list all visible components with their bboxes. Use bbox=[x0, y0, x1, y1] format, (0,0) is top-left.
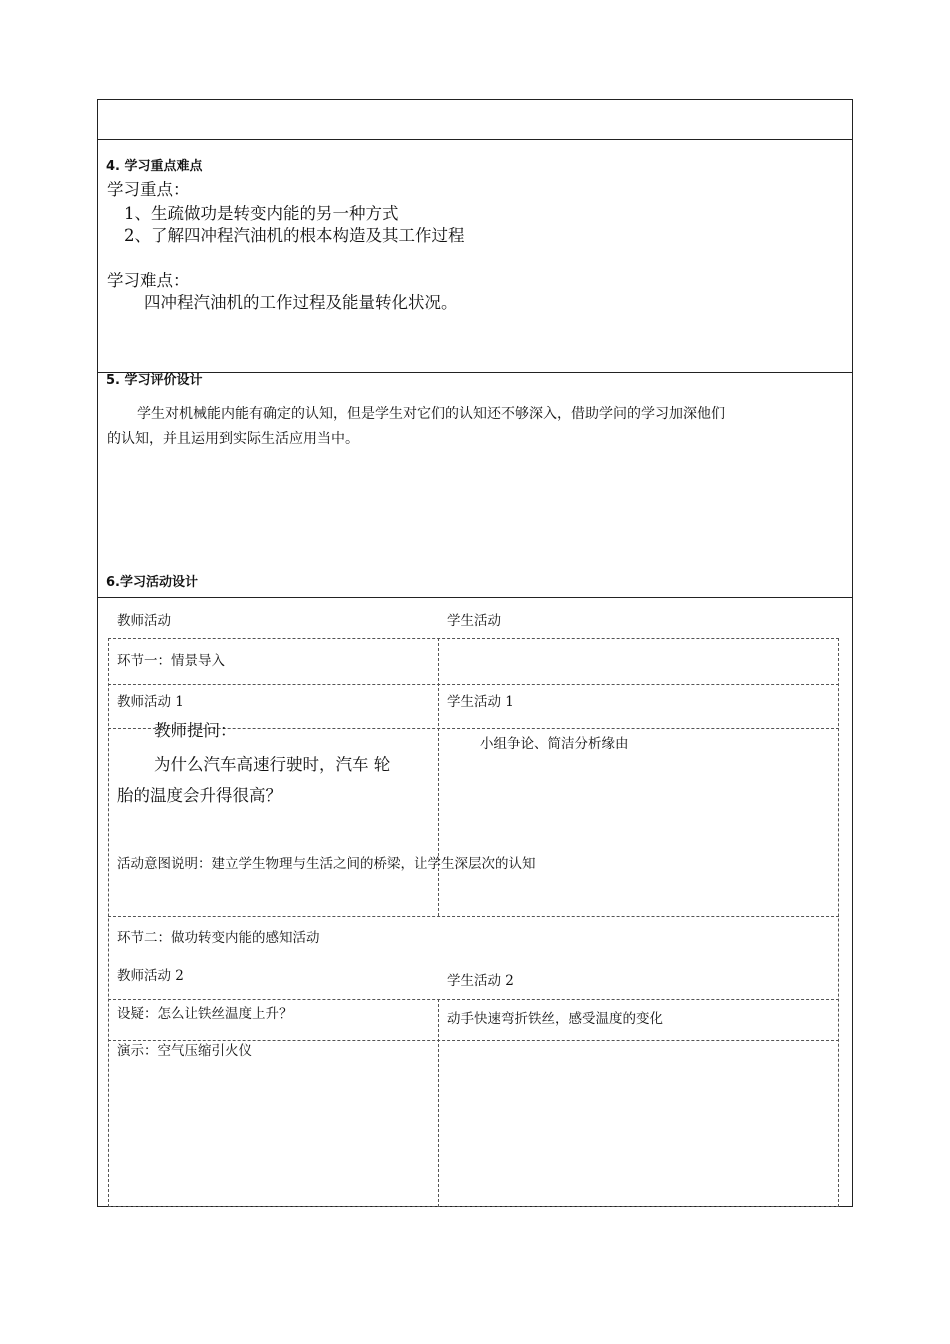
row-divider bbox=[97, 372, 853, 373]
stage2-teacher-demo: 演示：空气压缩引火仪 bbox=[117, 1043, 252, 1059]
dashed-row-divider bbox=[108, 999, 839, 1000]
difficulty-text: 四冲程汽油机的工作过程及能量转化状况。 bbox=[144, 293, 458, 312]
teacher-question-label: 教师提问： bbox=[154, 721, 237, 740]
teacher-question-line2: 胎的温度会升得很高？ bbox=[117, 786, 282, 805]
student-activity-header: 学生活动 bbox=[447, 613, 501, 629]
stage2-student-label: 学生活动 2 bbox=[447, 973, 514, 989]
teacher-activity-header: 教师活动 bbox=[117, 613, 171, 629]
stage2-teacher-question: 设疑：怎么让铁丝温度上升？ bbox=[117, 1006, 293, 1022]
key-point-item-1: 1、生疏做功是转变内能的另一种方式 bbox=[124, 204, 399, 223]
stage1-student-label: 学生活动 1 bbox=[447, 694, 514, 710]
dashed-row-divider bbox=[108, 916, 839, 917]
stage1-student-text: 小组争论、简洁分析缘由 bbox=[480, 736, 629, 752]
dashed-row-divider bbox=[108, 684, 839, 685]
stage1-teacher-label: 教师活动 1 bbox=[117, 694, 184, 710]
evaluation-text-line2: 的认知，并且运用到实际生活应用当中。 bbox=[107, 431, 359, 447]
stage2-student-text: 动手快速弯折铁丝，感受温度的变化 bbox=[447, 1011, 663, 1027]
dashed-column-divider bbox=[438, 999, 439, 1207]
dashed-column-divider bbox=[438, 638, 439, 916]
stage2-teacher-label: 教师活动 2 bbox=[117, 968, 184, 984]
activity-intent: 活动意图说明：建立学生物理与生活之间的桥梁，让学生深层次的认知 bbox=[117, 856, 536, 872]
key-points-label: 学习重点： bbox=[107, 180, 190, 199]
evaluation-text-line1: 学生对机械能内能有确定的认知，但是学生对它们的认知还不够深入，借助学问的学习加深他们 bbox=[137, 406, 725, 422]
row-divider bbox=[97, 139, 853, 140]
stage2-title: 环节二：做功转变内能的感知活动 bbox=[117, 930, 320, 946]
teacher-question-line1: 为什么汽车高速行驶时，汽车 轮 bbox=[154, 755, 391, 774]
section4-heading: 4. 学习重点难点 bbox=[106, 159, 203, 174]
difficulty-label: 学习难点： bbox=[107, 271, 190, 290]
section5-heading: 5. 学习评价设计 bbox=[106, 373, 203, 388]
section6-heading: 6.学习活动设计 bbox=[106, 575, 198, 590]
stage1-title: 环节一：情景导入 bbox=[117, 653, 225, 669]
key-point-item-2: 2、了解四冲程汽油机的根本构造及其工作过程 bbox=[124, 226, 465, 245]
row-divider bbox=[97, 597, 853, 598]
